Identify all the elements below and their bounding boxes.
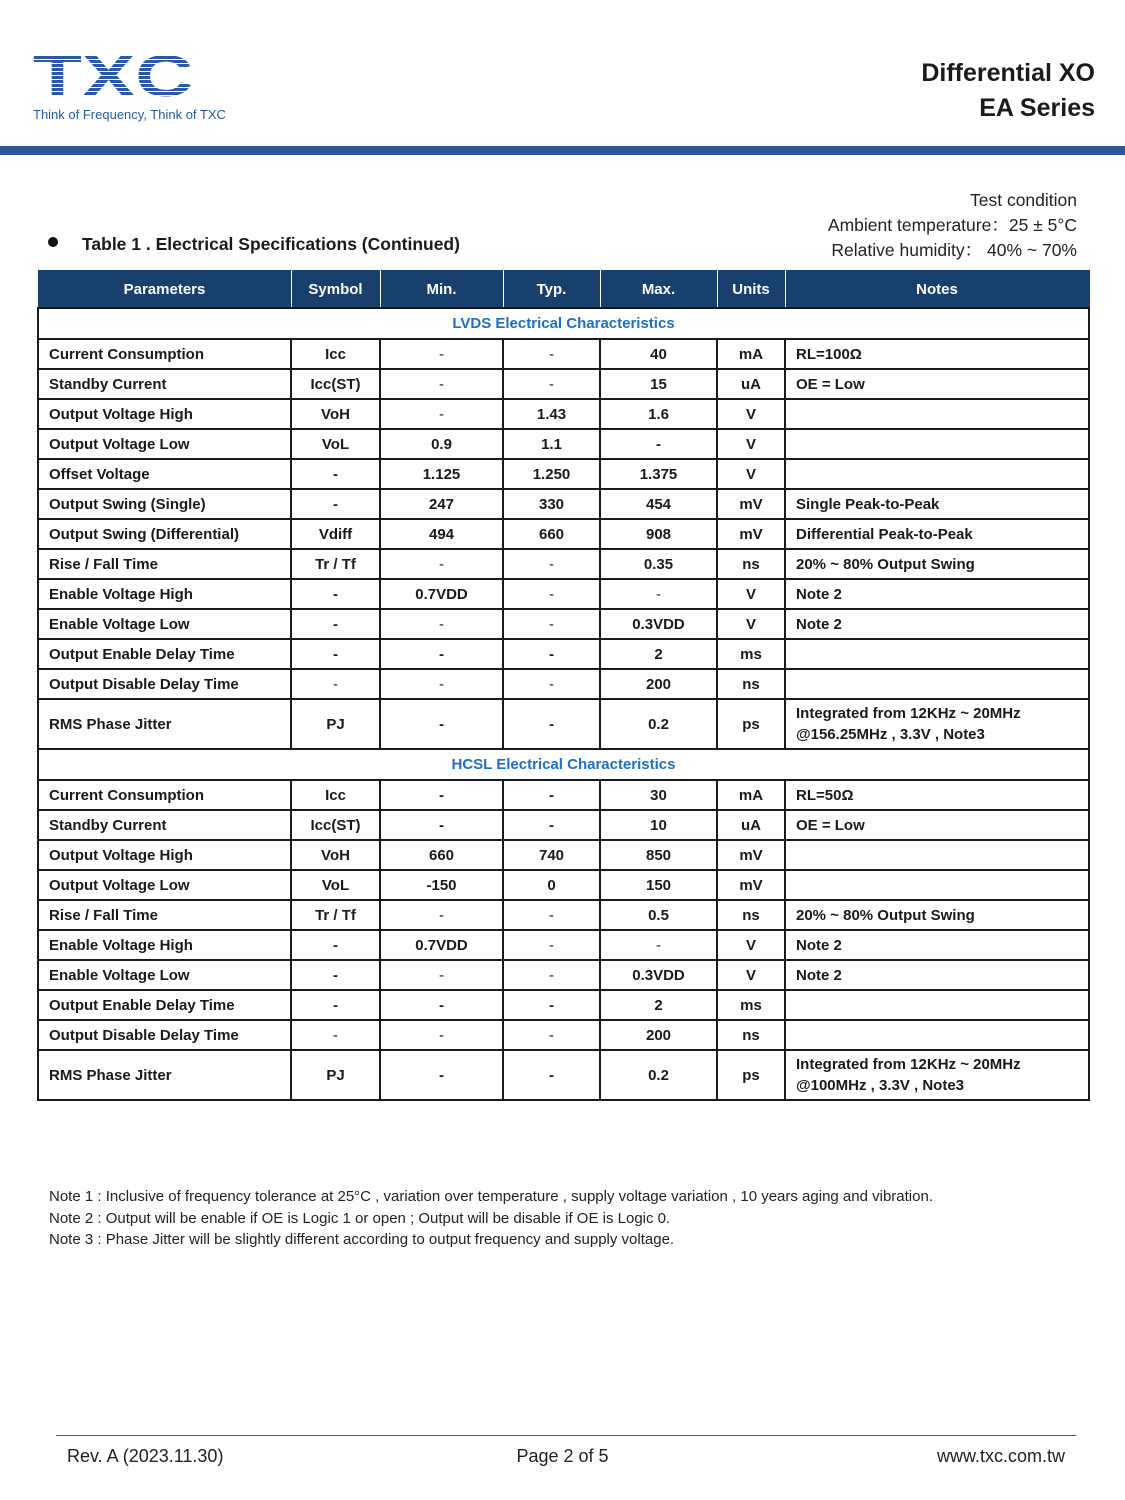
cell-units: mA <box>717 339 785 369</box>
cell-min: -150 <box>380 870 503 900</box>
cell-typ: - <box>503 549 600 579</box>
cell-param: RMS Phase Jitter <box>38 699 291 749</box>
cell-notes: Differential Peak-to-Peak <box>785 519 1089 549</box>
cell-notes <box>785 1050 1089 1100</box>
cell-typ: - <box>503 1050 600 1100</box>
cell-notes: 20% ~ 80% Output Swing <box>785 549 1089 579</box>
header-rule <box>0 146 1125 155</box>
cell-units: ms <box>717 639 785 669</box>
cell-symbol: PJ <box>291 699 380 749</box>
cell-symbol: Icc(ST) <box>291 810 380 840</box>
cell-typ: - <box>503 960 600 990</box>
table-row <box>38 459 1089 489</box>
cell-notes <box>785 639 1089 669</box>
lvds-section-title: LVDS Electrical Characteristics <box>38 308 1089 339</box>
cell-units: mV <box>717 870 785 900</box>
cell-min: 494 <box>380 519 503 549</box>
table-row <box>38 960 1089 990</box>
cell-param: Output Disable Delay Time <box>38 669 291 699</box>
cell-typ: - <box>503 1020 600 1050</box>
cell-symbol: VoH <box>291 840 380 870</box>
cell-max: 40 <box>600 339 717 369</box>
table-title-text: Table 1 . Electrical Specifications (Continued) <box>82 234 460 254</box>
table-row <box>38 609 1089 639</box>
cell-notes: Note 2 <box>785 960 1089 990</box>
cell-notes: OE = Low <box>785 810 1089 840</box>
cell-min: - <box>380 339 503 369</box>
cell-max: - <box>600 429 717 459</box>
table-row <box>38 639 1089 669</box>
header-typ: Typ. <box>503 271 600 309</box>
cell-min: - <box>380 1050 503 1100</box>
cell-units: ps <box>717 1050 785 1100</box>
cell-max: - <box>600 930 717 960</box>
cell-symbol: - <box>291 609 380 639</box>
note-1: Note 1 : Inclusive of frequency tolerance at 25°C , variation over temperature , supply voltage variation , 10 years aging and vibration. <box>49 1188 933 1205</box>
table-row <box>38 489 1089 519</box>
cell-units: V <box>717 429 785 459</box>
cell-units: ns <box>717 669 785 699</box>
note-line-1: Integrated from 12KHz ~ 20MHz <box>796 1056 1021 1073</box>
cell-notes <box>785 840 1089 870</box>
cell-max: 0.3VDD <box>600 960 717 990</box>
cell-max: 908 <box>600 519 717 549</box>
cell-min: - <box>380 669 503 699</box>
cell-notes <box>785 429 1089 459</box>
cell-param: Output Swing (Differential) <box>38 519 291 549</box>
cell-max: 0.2 <box>600 699 717 749</box>
table-row <box>38 870 1089 900</box>
cell-min: - <box>380 780 503 810</box>
cell-param: Enable Voltage Low <box>38 609 291 639</box>
cell-param: Output Swing (Single) <box>38 489 291 519</box>
cell-symbol: Tr / Tf <box>291 900 380 930</box>
note-line-2: @100MHz , 3.3V , Note3 <box>796 1077 965 1094</box>
bullet-icon <box>48 237 58 247</box>
cell-max: 0.5 <box>600 900 717 930</box>
cell-max: 200 <box>600 1020 717 1050</box>
cell-min: - <box>380 990 503 1020</box>
ambient-temperature: Ambient temperature：25 ± 5°C <box>827 215 1077 235</box>
table-row <box>38 429 1089 459</box>
cell-units: uA <box>717 369 785 399</box>
relative-humidity: Relative humidity： 40% ~ 70% <box>831 240 1077 260</box>
cell-typ: - <box>503 810 600 840</box>
cell-units: mV <box>717 519 785 549</box>
table-row <box>38 810 1089 840</box>
table-row <box>38 519 1089 549</box>
cell-symbol: Tr / Tf <box>291 549 380 579</box>
cell-typ: - <box>503 930 600 960</box>
table-row <box>38 930 1089 960</box>
table-row <box>38 1050 1089 1100</box>
cell-notes: OE = Low <box>785 369 1089 399</box>
hcsl-section-title: HCSL Electrical Characteristics <box>38 749 1089 780</box>
cell-max: 1.6 <box>600 399 717 429</box>
cell-symbol: PJ <box>291 1050 380 1100</box>
cell-notes: Note 2 <box>785 579 1089 609</box>
cell-max: 850 <box>600 840 717 870</box>
cell-notes: Note 2 <box>785 609 1089 639</box>
table-title <box>48 234 460 255</box>
cell-max: 0.3VDD <box>600 609 717 639</box>
title-line-2: EA Series <box>979 94 1095 122</box>
header-parameters: Parameters <box>38 271 291 309</box>
website: www.txc.com.tw <box>936 1446 1065 1466</box>
cell-min: - <box>380 810 503 840</box>
cell-typ: - <box>503 609 600 639</box>
cell-min: - <box>380 1020 503 1050</box>
cell-units: V <box>717 399 785 429</box>
note-line-1: Integrated from 12KHz ~ 20MHz <box>796 705 1021 722</box>
cell-units: ns <box>717 549 785 579</box>
note-2: Note 2 : Output will be enable if OE is Logic 1 or open ; Output will be disable if OE is Logic 0. <box>49 1209 671 1227</box>
cell-min: 0.9 <box>380 429 503 459</box>
table-header-row <box>38 271 1089 309</box>
cell-symbol: - <box>291 639 380 669</box>
table-row <box>38 399 1089 429</box>
cell-min: - <box>380 399 503 429</box>
cell-notes <box>785 1020 1089 1050</box>
cell-max: 200 <box>600 669 717 699</box>
cell-min: 247 <box>380 489 503 519</box>
cell-max: 0.2 <box>600 1050 717 1100</box>
cell-min: - <box>380 699 503 749</box>
cell-notes <box>785 990 1089 1020</box>
cell-param: Output Enable Delay Time <box>38 639 291 669</box>
cell-min: - <box>380 369 503 399</box>
cell-units: mV <box>717 489 785 519</box>
table-row <box>38 369 1089 399</box>
cell-param: Output Voltage Low <box>38 429 291 459</box>
cell-units: V <box>717 579 785 609</box>
cell-symbol: - <box>291 990 380 1020</box>
table-row <box>38 699 1089 749</box>
cell-symbol: Vdiff <box>291 519 380 549</box>
cell-typ: 740 <box>503 840 600 870</box>
txc-logo-mark <box>33 52 193 100</box>
cell-symbol: - <box>291 960 380 990</box>
cell-symbol: - <box>291 459 380 489</box>
revision: Rev. A (2023.11.30) <box>67 1446 224 1466</box>
cell-param: Output Disable Delay Time <box>38 1020 291 1050</box>
logo-text: TXC <box>33 52 193 100</box>
cell-min: 660 <box>380 840 503 870</box>
table-row <box>38 669 1089 699</box>
cell-min: - <box>380 960 503 990</box>
table-body <box>38 308 1089 1100</box>
cell-units: ms <box>717 990 785 1020</box>
header-units: Units <box>717 271 785 309</box>
cell-units: V <box>717 609 785 639</box>
test-condition-title: Test condition <box>969 190 1077 210</box>
cell-typ: - <box>503 780 600 810</box>
logo-tagline: Think of Frequency, Think of TXC <box>33 107 226 122</box>
cell-units: ps <box>717 699 785 749</box>
cell-notes <box>785 699 1089 749</box>
cell-param: Enable Voltage High <box>38 930 291 960</box>
cell-notes: RL=100Ω <box>785 339 1089 369</box>
cell-symbol: Icc(ST) <box>291 369 380 399</box>
table-row <box>38 549 1089 579</box>
cell-typ: 660 <box>503 519 600 549</box>
cell-notes: Single Peak-to-Peak <box>785 489 1089 519</box>
cell-symbol: - <box>291 579 380 609</box>
cell-param: Rise / Fall Time <box>38 549 291 579</box>
page-number: Page 2 of 5 <box>516 1446 609 1466</box>
header-min: Min. <box>380 271 503 309</box>
cell-typ: - <box>503 990 600 1020</box>
cell-units: V <box>717 459 785 489</box>
cell-units: V <box>717 930 785 960</box>
cell-units: mA <box>717 780 785 810</box>
cell-symbol: Icc <box>291 339 380 369</box>
table-row <box>38 579 1089 609</box>
cell-param: Output Voltage High <box>38 840 291 870</box>
cell-units: mV <box>717 840 785 870</box>
cell-param: Enable Voltage High <box>38 579 291 609</box>
cell-units: V <box>717 960 785 990</box>
table-row <box>38 780 1089 810</box>
cell-symbol: VoL <box>291 870 380 900</box>
cell-param: Standby Current <box>38 810 291 840</box>
cell-max: 150 <box>600 870 717 900</box>
cell-max: 15 <box>600 369 717 399</box>
cell-param: Standby Current <box>38 369 291 399</box>
cell-max: 454 <box>600 489 717 519</box>
electrical-spec-table <box>37 270 1090 1101</box>
table-row <box>38 1020 1089 1050</box>
cell-min: - <box>380 639 503 669</box>
cell-notes: RL=50Ω <box>785 780 1089 810</box>
cell-symbol: - <box>291 1020 380 1050</box>
footnotes <box>49 1186 933 1251</box>
cell-symbol: - <box>291 489 380 519</box>
cell-min: - <box>380 549 503 579</box>
cell-param: Output Voltage Low <box>38 870 291 900</box>
note-line-2: @156.25MHz , 3.3V , Note3 <box>796 726 985 743</box>
cell-typ: - <box>503 339 600 369</box>
cell-notes <box>785 399 1089 429</box>
cell-symbol: Icc <box>291 780 380 810</box>
lvds-section-row <box>38 308 1089 339</box>
table-row <box>38 339 1089 369</box>
table-row <box>38 840 1089 870</box>
cell-typ: 0 <box>503 870 600 900</box>
cell-param: Output Enable Delay Time <box>38 990 291 1020</box>
cell-units: ns <box>717 1020 785 1050</box>
cell-notes <box>785 459 1089 489</box>
cell-typ: 330 <box>503 489 600 519</box>
cell-notes <box>785 669 1089 699</box>
cell-param: Rise / Fall Time <box>38 900 291 930</box>
cell-notes: 20% ~ 80% Output Swing <box>785 900 1089 930</box>
note-3: Note 3 : Phase Jitter will be slightly different according to output frequency and supply voltage. <box>49 1231 675 1248</box>
cell-max: 30 <box>600 780 717 810</box>
cell-param: RMS Phase Jitter <box>38 1050 291 1100</box>
cell-max: 2 <box>600 639 717 669</box>
cell-units: uA <box>717 810 785 840</box>
cell-symbol: - <box>291 669 380 699</box>
table-row <box>38 900 1089 930</box>
cell-symbol: VoH <box>291 399 380 429</box>
cell-param: Enable Voltage Low <box>38 960 291 990</box>
cell-min: - <box>380 609 503 639</box>
cell-min: 0.7VDD <box>380 930 503 960</box>
footer-rule <box>56 1435 1076 1436</box>
cell-typ: 1.250 <box>503 459 600 489</box>
cell-min: - <box>380 900 503 930</box>
cell-min: 0.7VDD <box>380 579 503 609</box>
test-condition <box>828 188 1077 263</box>
cell-typ: - <box>503 669 600 699</box>
cell-param: Current Consumption <box>38 780 291 810</box>
cell-units: ns <box>717 900 785 930</box>
table-row <box>38 990 1089 1020</box>
cell-notes: Note 2 <box>785 930 1089 960</box>
cell-param: Current Consumption <box>38 339 291 369</box>
header-max: Max. <box>600 271 717 309</box>
cell-symbol: - <box>291 930 380 960</box>
cell-typ: - <box>503 699 600 749</box>
cell-typ: - <box>503 579 600 609</box>
cell-max: - <box>600 579 717 609</box>
cell-max: 10 <box>600 810 717 840</box>
cell-max: 0.35 <box>600 549 717 579</box>
title-line-1: Differential XO <box>921 59 1095 87</box>
header-symbol: Symbol <box>291 271 380 309</box>
cell-param: Output Voltage High <box>38 399 291 429</box>
hcsl-section-row <box>38 749 1089 780</box>
cell-typ: - <box>503 900 600 930</box>
cell-min: 1.125 <box>380 459 503 489</box>
cell-symbol: VoL <box>291 429 380 459</box>
cell-param: Offset Voltage <box>38 459 291 489</box>
cell-max: 2 <box>600 990 717 1020</box>
cell-typ: - <box>503 639 600 669</box>
cell-max: 1.375 <box>600 459 717 489</box>
header-notes: Notes <box>785 271 1089 309</box>
cell-typ: - <box>503 369 600 399</box>
cell-typ: 1.43 <box>503 399 600 429</box>
cell-typ: 1.1 <box>503 429 600 459</box>
document-title <box>921 56 1095 126</box>
cell-notes <box>785 870 1089 900</box>
